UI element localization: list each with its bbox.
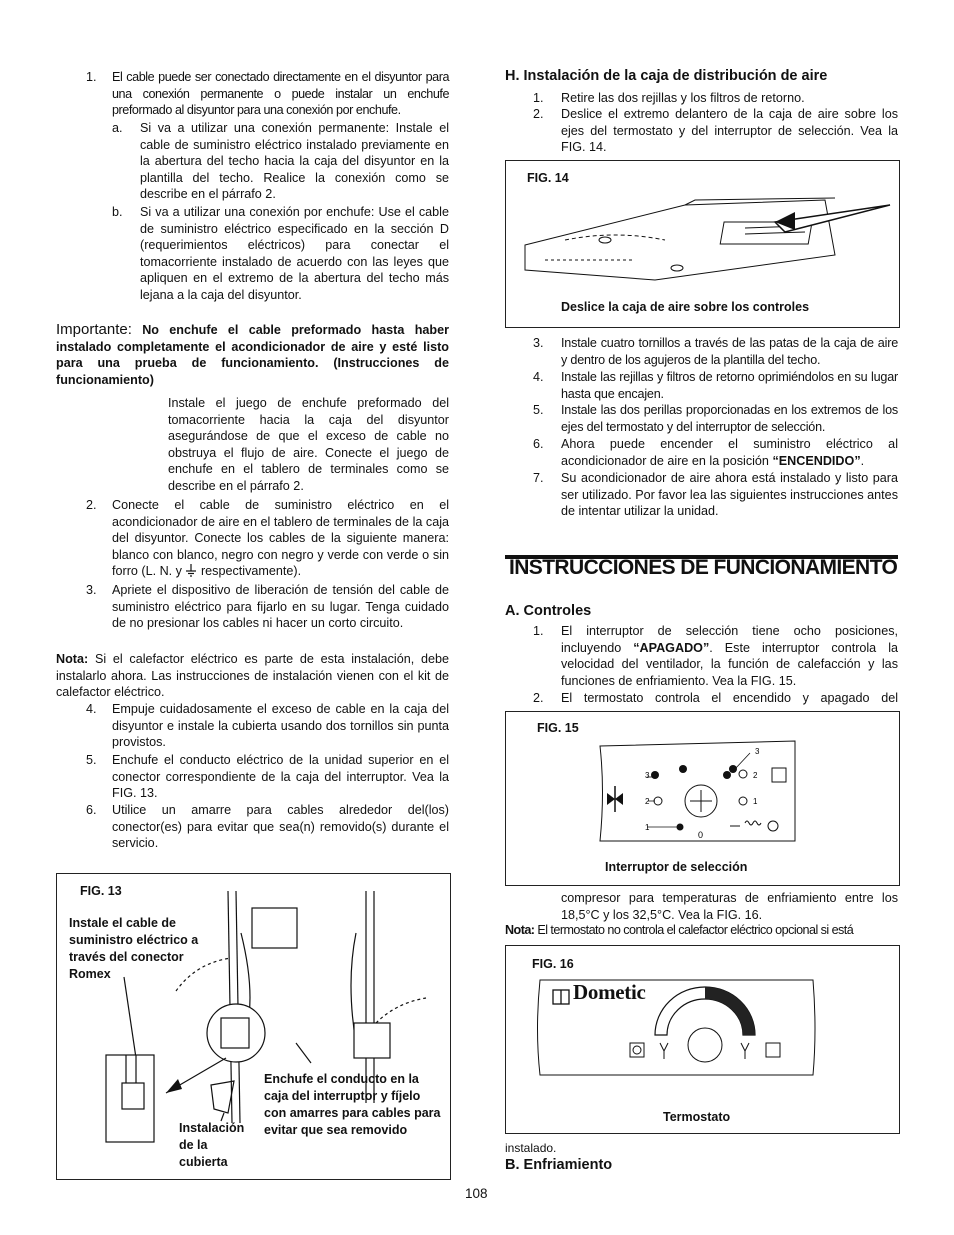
- fig15-mark-3-left: 3: [645, 771, 650, 780]
- paragraph-item-3: Apriete el dispositivo de liberación de tensión del cable de suministro eléctrico para fijarlo en su lugar. Tenga cuidado de no presionar los cables ni hacer un corto circuito.: [112, 583, 449, 631]
- list-letter: a.: [112, 121, 123, 135]
- list-number: 1.: [86, 70, 97, 84]
- nota-heater: [56, 651, 449, 701]
- list-number: 7.: [533, 471, 544, 485]
- a1-text-cont: . Este interruptor controla la velocidad del ventilador, la función de calefacción y las funciones de enfriamiento. Vea la FIG. 15.: [561, 640, 899, 688]
- figure-13-label: FIG. 13: [80, 884, 122, 898]
- list-number: 2.: [533, 107, 544, 121]
- nota-label: Nota:: [56, 652, 89, 666]
- fig15-mark-off: 0: [698, 830, 704, 840]
- paragraph-item-4: Empuje cuidadosamente el exceso de cable en la caja del disyuntor e instale la cubierta usando dos tornillos sin punta provistos.: [112, 702, 449, 750]
- ground-symbol-icon: [185, 564, 197, 577]
- paragraph-item-1a: Si va a utilizar una conexión permanente: Instale el cable de suministro eléctrico instalado previamente en la abertura del techo hacia la caja del disyuntor en la plantilla del techo. Realice la conexión como se describe en el párrafo 2.: [140, 121, 449, 202]
- paragraph-item-2: [112, 497, 449, 580]
- page-number: 108: [465, 1186, 488, 1201]
- list-number: 1.: [533, 91, 544, 105]
- paragraph-item-1b: Si va a utilizar una conexión por enchufe: Use el cable de suministro eléctrico especificado en la sección D (requerimientos eléctricos) para conectar el tomacorriente instalado de acuerdo con las leyes que apliquen en el extremo de la abertura del techo más lejana a la caja del disyuntor.: [140, 205, 449, 302]
- paragraph-a2-cont: compresor para temperaturas de enfriamiento entre los 18,5°C y los 32,5°C. Vea la FIG. 16.: [561, 891, 898, 922]
- figure-16-drawing: [505, 945, 898, 1132]
- h6-encendido: “ENCENDIDO”: [772, 453, 861, 468]
- nota-cont: instalado.: [505, 1141, 557, 1155]
- figure-13-drawing: [56, 873, 449, 1178]
- list-number: 3.: [533, 336, 544, 350]
- figure-14-caption: Deslice la caja de aire sobre los controles: [561, 300, 810, 314]
- importante-note: [56, 322, 449, 388]
- fig15-mark-1-left: 1: [645, 823, 650, 832]
- h6-text: Ahora puede encender el suministro eléctrico al acondicionador de aire en la posición: [561, 437, 898, 468]
- figure-14-label: FIG. 14: [527, 171, 569, 185]
- list-letter: b.: [112, 205, 123, 219]
- nota-text: El termostato no controla el calefactor eléctrico opcional si está: [537, 923, 854, 937]
- importante-label: Importante:: [56, 321, 132, 338]
- section-a-title: A. Controles: [505, 603, 592, 619]
- list-number: 3.: [86, 583, 97, 597]
- list-number: 2.: [533, 691, 544, 705]
- list-number: 6.: [86, 803, 97, 817]
- paragraph-h2: Deslice el extremo delantero de la caja de aire sobre los ejes del termostato y del interruptor de selección. Vea la FIG. 14.: [561, 107, 898, 155]
- paragraph-h7: Su acondicionador de aire ahora está instalado y listo para ser utilizado. Por favor lea las siguientes instrucciones antes de intentar utilizar la unidad.: [561, 471, 898, 519]
- figure-13-callout-conduit: Enchufe el conducto en la caja del interruptor y fíjelo con amarres para cables para evitar que sea removido: [264, 1072, 441, 1137]
- paragraph-h1: Retire las dos rejillas y los filtros de retorno.: [561, 91, 805, 105]
- paragraph-a1: [561, 623, 898, 689]
- nota-text: Si el calefactor eléctrico es parte de esta instalación, debe instalarlo ahora. Las instrucciones de instalación vienen con el kit de calefactor eléctrico.: [56, 652, 449, 700]
- list-number: 5.: [86, 753, 97, 767]
- figure-15-label: FIG. 15: [537, 721, 579, 735]
- list-number: 4.: [533, 370, 544, 384]
- figure-13-callout-cover: Instalación de la cubierta: [179, 1121, 245, 1169]
- section-b-title: B. Enfriamiento: [505, 1157, 613, 1173]
- a1-text: El interruptor de selección tiene ocho posiciones, incluyendo: [561, 624, 898, 655]
- nota-label: Nota:: [505, 923, 535, 937]
- fig15-mark-2-left: 2: [645, 797, 650, 806]
- paragraph-h6: Ahora puede encender el suministro eléctrico al acondicionador de aire en la posición “ENCENDIDO”.: [561, 437, 898, 468]
- figure-13-callout-romex: Instale el cable de suministro eléctrico a través del conector Romex: [69, 916, 199, 981]
- list-number: 4.: [86, 702, 97, 716]
- importante-text: No enchufe el cable preformado hasta haber instalado completamente el acondicionador de aire y esté listo para una prueba de funcionamiento. (Instrucciones de funcionamiento): [56, 323, 449, 387]
- fig15-mark-1-right: 1: [753, 797, 758, 806]
- a1-apagado: “APAGADO”: [633, 640, 710, 655]
- item-2-text-end: respectivamente).: [200, 564, 302, 579]
- section-title: INSTRUCCIONES DE FUNCIONAMIENTO: [509, 556, 898, 579]
- paragraph-a2: El termostato controla el encendido y apagado del: [561, 691, 898, 705]
- list-number: 6.: [533, 437, 544, 451]
- list-number: 5.: [533, 403, 544, 417]
- dometic-brand: Dometic: [573, 980, 646, 1004]
- paragraph-item-6: Utilice un amarre para cables alrededor del(los) conector(es) para evitar que sea(n) removido(s) durante el servicio.: [112, 803, 449, 851]
- paragraph-plug-kit: Instale el juego de enchufe preformado del tomacorriente hacia la caja del disyuntor asegurándose de que el exceso de cable no obstruya el flujo de aire. Conecte el juego de enchufe en el tablero de terminales como se describe en el párrafo 2.: [168, 396, 449, 493]
- nota-thermostat: [505, 922, 898, 939]
- list-number: 1.: [533, 624, 544, 638]
- fig15-mark-3: 3: [755, 747, 760, 756]
- fig15-mark-2-right: 2: [753, 771, 758, 780]
- paragraph-h3: Instale cuatro tornillos a través de las patas de la caja de aire y dentro de los agujeros de la plantilla del techo.: [561, 336, 898, 367]
- item-2-text: Conecte el cable de suministro eléctrico en el acondicionador de aire en el tablero de terminales de la caja del disyuntor. Conecte los cables de la siguiente manera: blanco con blanco, negro con negro y verde: [112, 498, 449, 562]
- paragraph-item-1: El cable puede ser conectado directamente en el disyuntor para una conexión permanente o puede instalar un enchufe preformado al disyuntor para una conexión por enchufe.: [112, 70, 449, 118]
- figure-16-label: FIG. 16: [532, 957, 574, 971]
- paragraph-item-5: Enchufe el conducto eléctrico de la unidad superior en el conector correspondiente de la caja del interruptor. Vea la FIG. 13.: [112, 753, 449, 801]
- section-h-title: H. Instalación de la caja de distribución de aire: [505, 68, 828, 84]
- item-2-text-cont: con verde o sin forro (L. N. y: [112, 547, 449, 579]
- figure-16-caption: Termostato: [663, 1110, 731, 1124]
- figure-15-caption: Interruptor de selección: [605, 860, 748, 874]
- paragraph-h5: Instale las dos perillas proporcionadas en los extremos de los ejes del termostato y del interruptor de selección.: [561, 403, 898, 434]
- paragraph-h4: Instale las rejillas y filtros de retorno oprimiéndolos en su lugar hasta que encajen.: [561, 370, 898, 401]
- list-number: 2.: [86, 498, 97, 512]
